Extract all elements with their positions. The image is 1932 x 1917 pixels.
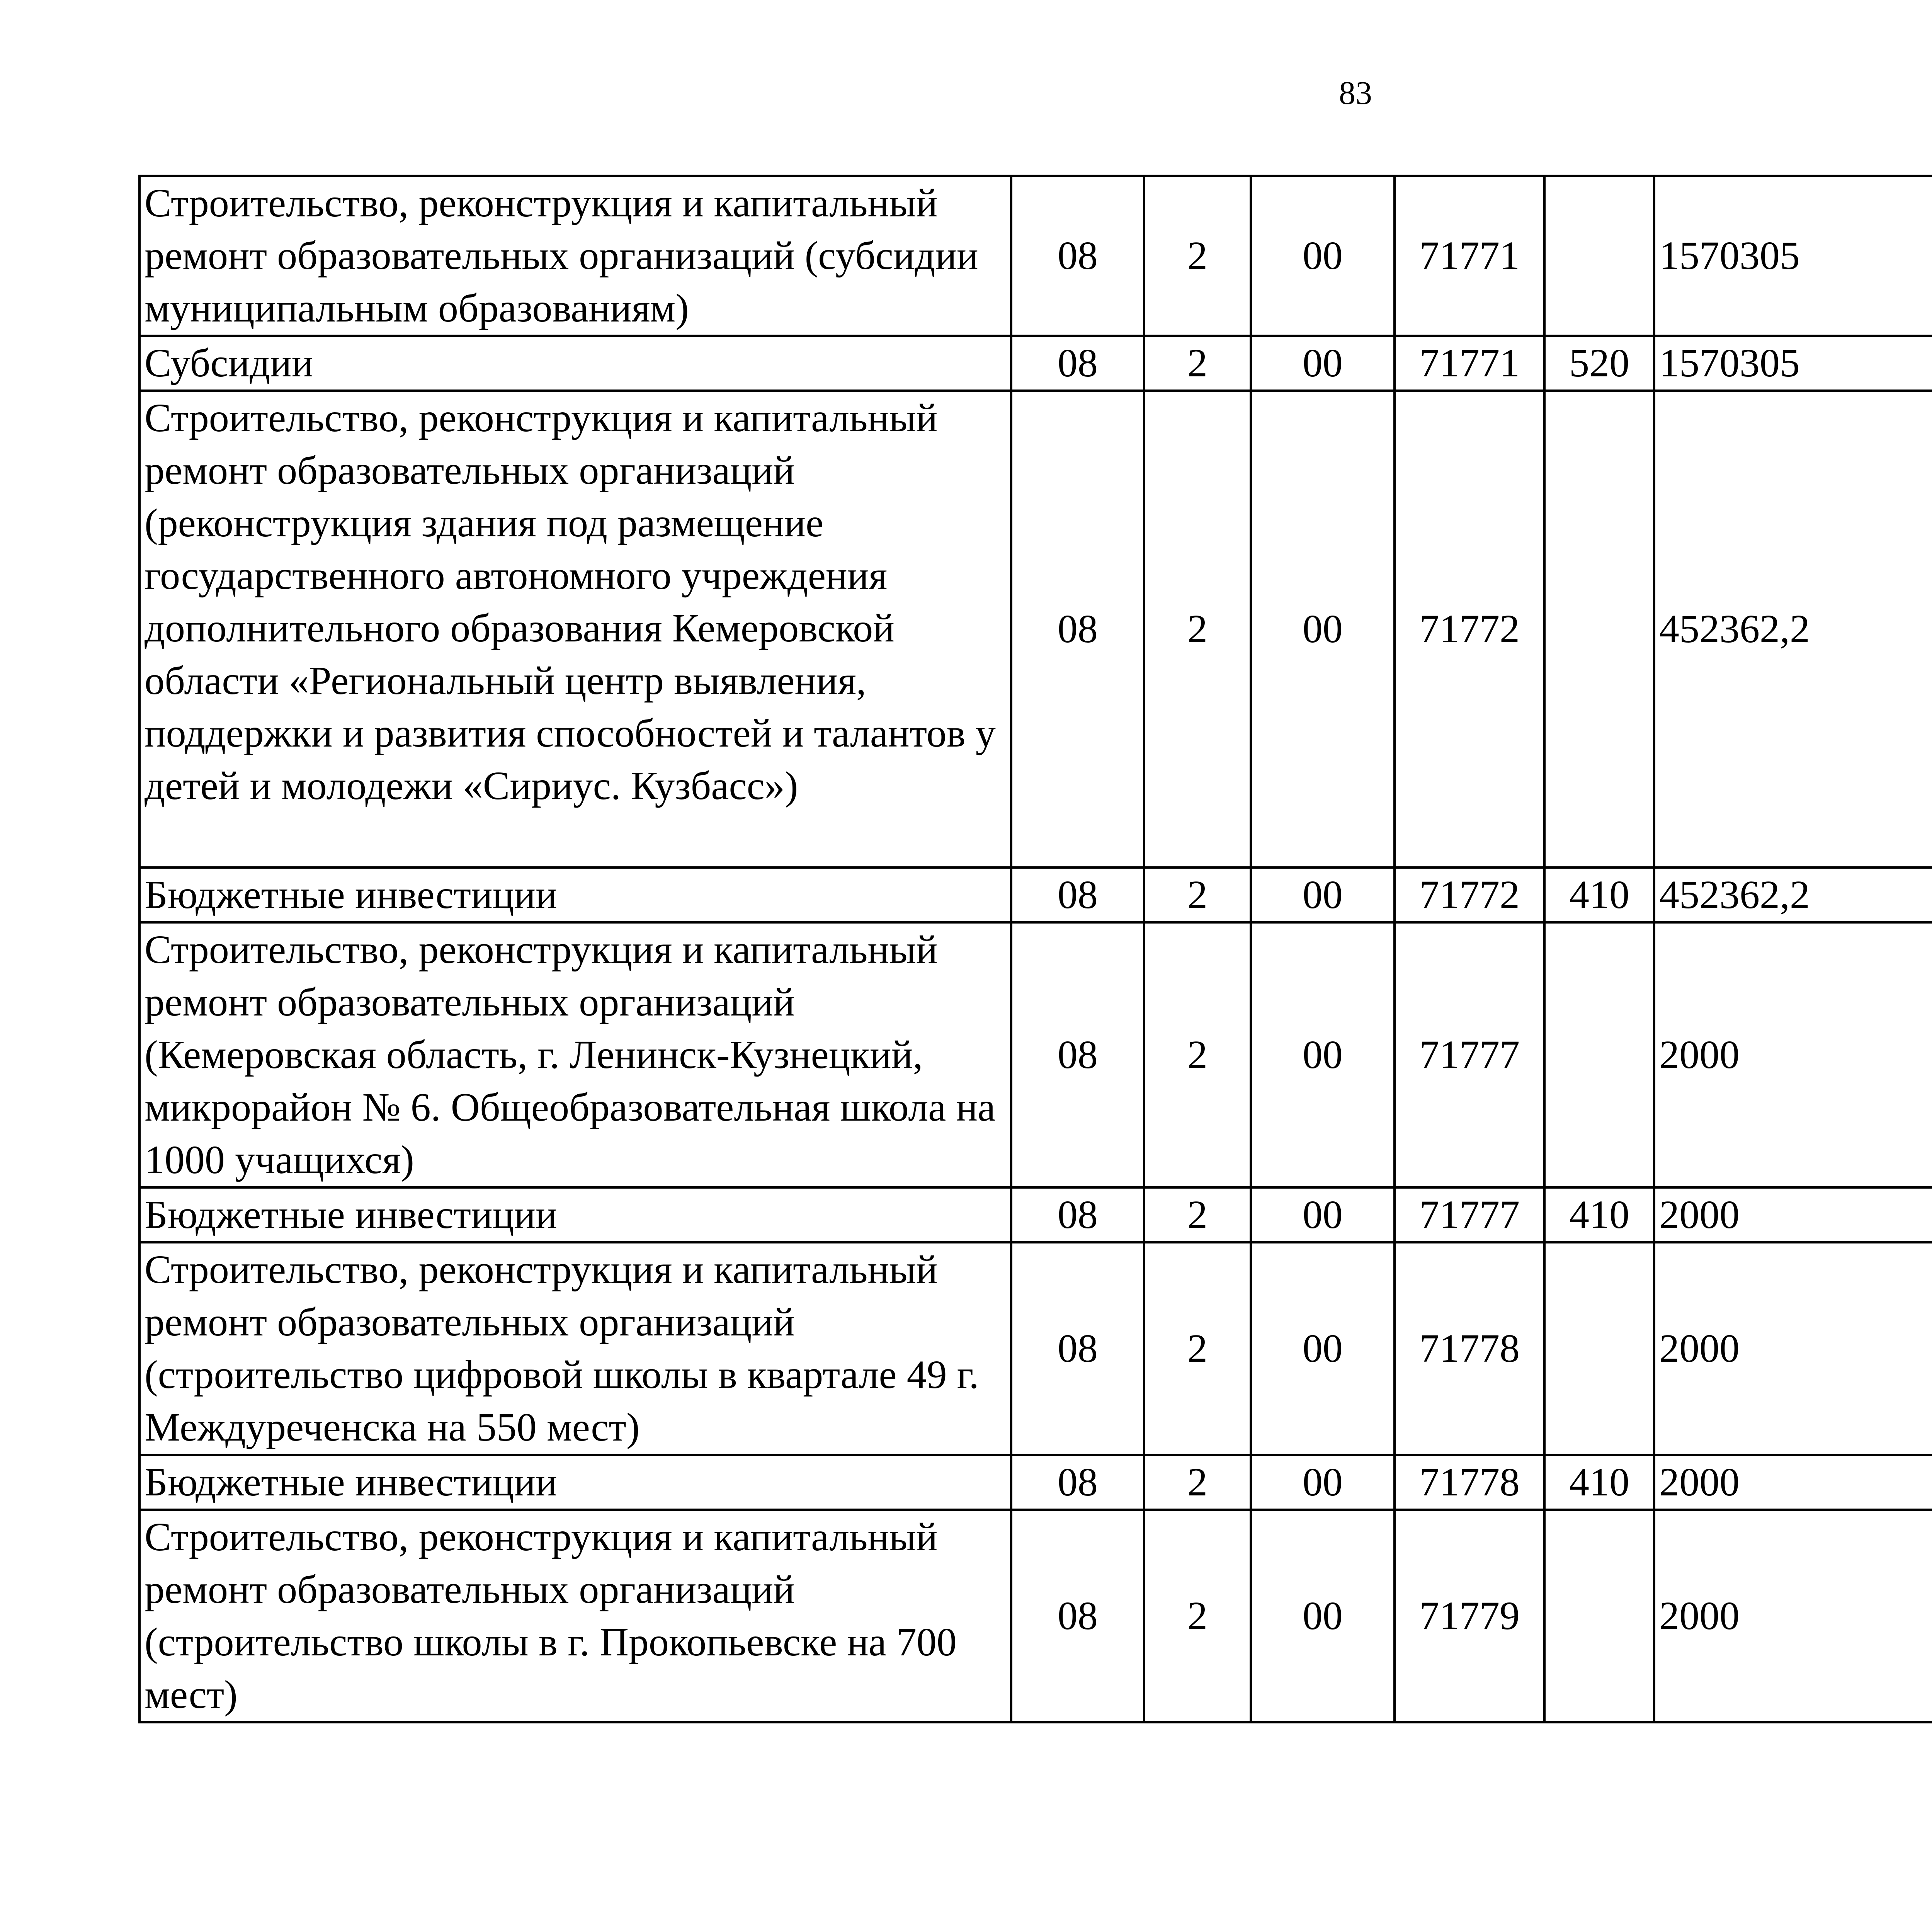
section-code: 08 [1011,336,1144,391]
row-description: Субсидии [139,336,1011,391]
amount-1: 2000 [1654,1187,1932,1242]
direction-code: 71771 [1395,336,1544,391]
row-description: Строительство, реконструкция и капитальный ремонт образовательных организаций (строительство цифровой школы в квартале 49 г. Междуреченска на 550 мест) [139,1242,1011,1455]
program-code: 2 [1144,867,1251,922]
direction-code: 71771 [1395,176,1544,336]
row-description: Бюджетные инвестиции [139,1455,1011,1510]
expense-type-code [1544,1242,1654,1455]
subprogram-code: 00 [1251,336,1395,391]
section-code: 08 [1011,1510,1144,1722]
amount-1: 1570305 [1654,336,1932,391]
table-row [139,922,1932,1187]
amount-1: 2000 [1654,1242,1932,1455]
program-code: 2 [1144,336,1251,391]
subprogram-code: 00 [1251,1242,1395,1455]
program-code: 2 [1144,1455,1251,1510]
subprogram-code: 00 [1251,867,1395,922]
amount-1: 2000 [1654,1510,1932,1722]
expense-type-code: 410 [1544,867,1654,922]
section-code: 08 [1011,1242,1144,1455]
section-code: 08 [1011,1455,1144,1510]
direction-code: 71778 [1395,1455,1544,1510]
section-code: 08 [1011,176,1144,336]
section-code: 08 [1011,922,1144,1187]
section-code: 08 [1011,1187,1144,1242]
page-number: 83 [1339,74,1372,111]
table-row [139,336,1932,391]
expense-type-code: 410 [1544,1455,1654,1510]
section-code: 08 [1011,391,1144,867]
subprogram-code: 00 [1251,1510,1395,1722]
program-code: 2 [1144,922,1251,1187]
expense-type-code: 410 [1544,1187,1654,1242]
row-description: Бюджетные инвестиции [139,1187,1011,1242]
subprogram-code: 00 [1251,176,1395,336]
program-code: 2 [1144,391,1251,867]
table-row [139,176,1932,336]
expense-type-code [1544,922,1654,1187]
subprogram-code: 00 [1251,1187,1395,1242]
subprogram-code: 00 [1251,391,1395,867]
amount-1: 452362,2 [1654,867,1932,922]
direction-code: 71777 [1395,1187,1544,1242]
expense-type-code [1544,1510,1654,1722]
row-description: Строительство, реконструкция и капитальный ремонт образовательных организаций (строительство школы в г. Прокопьевске на 700 мест) [139,1510,1011,1722]
table-row [139,867,1932,922]
direction-code: 71777 [1395,922,1544,1187]
amount-1: 2000 [1654,922,1932,1187]
expense-type-code: 520 [1544,336,1654,391]
expense-type-code [1544,176,1654,336]
row-description: Строительство, реконструкция и капитальный ремонт образовательных организаций (реконструкция здания под размещение государственного автономного учреждения дополнительного образования Кемеровской области «Региональный центр выявления, поддержки и развития способностей и талантов у детей и молодежи «Сириус. Кузбасс») [139,391,1011,867]
amount-1: 452362,2 [1654,391,1932,867]
table-row [139,1455,1932,1510]
table-row [139,391,1932,867]
table-row [139,1187,1932,1242]
program-code: 2 [1144,1242,1251,1455]
table-row [139,1510,1932,1722]
table-row [139,1242,1932,1455]
amount-1: 2000 [1654,1455,1932,1510]
direction-code: 71772 [1395,867,1544,922]
direction-code: 71772 [1395,391,1544,867]
direction-code: 71778 [1395,1242,1544,1455]
row-description: Строительство, реконструкция и капитальный ремонт образовательных организаций (субсидии муниципальным образованиям) [139,176,1011,336]
row-description: Строительство, реконструкция и капитальный ремонт образовательных организаций (Кемеровская область, г. Ленинск-Кузнецкий, микрорайон № 6. Общеобразовательная школа на 1000 учащихся) [139,922,1011,1187]
section-code: 08 [1011,867,1144,922]
expense-type-code [1544,391,1654,867]
direction-code: 71779 [1395,1510,1544,1722]
subprogram-code: 00 [1251,922,1395,1187]
budget-table [138,175,1932,1723]
program-code: 2 [1144,176,1251,336]
row-description: Бюджетные инвестиции [139,867,1011,922]
program-code: 2 [1144,1510,1251,1722]
subprogram-code: 00 [1251,1455,1395,1510]
amount-1: 1570305 [1654,176,1932,336]
program-code: 2 [1144,1187,1251,1242]
